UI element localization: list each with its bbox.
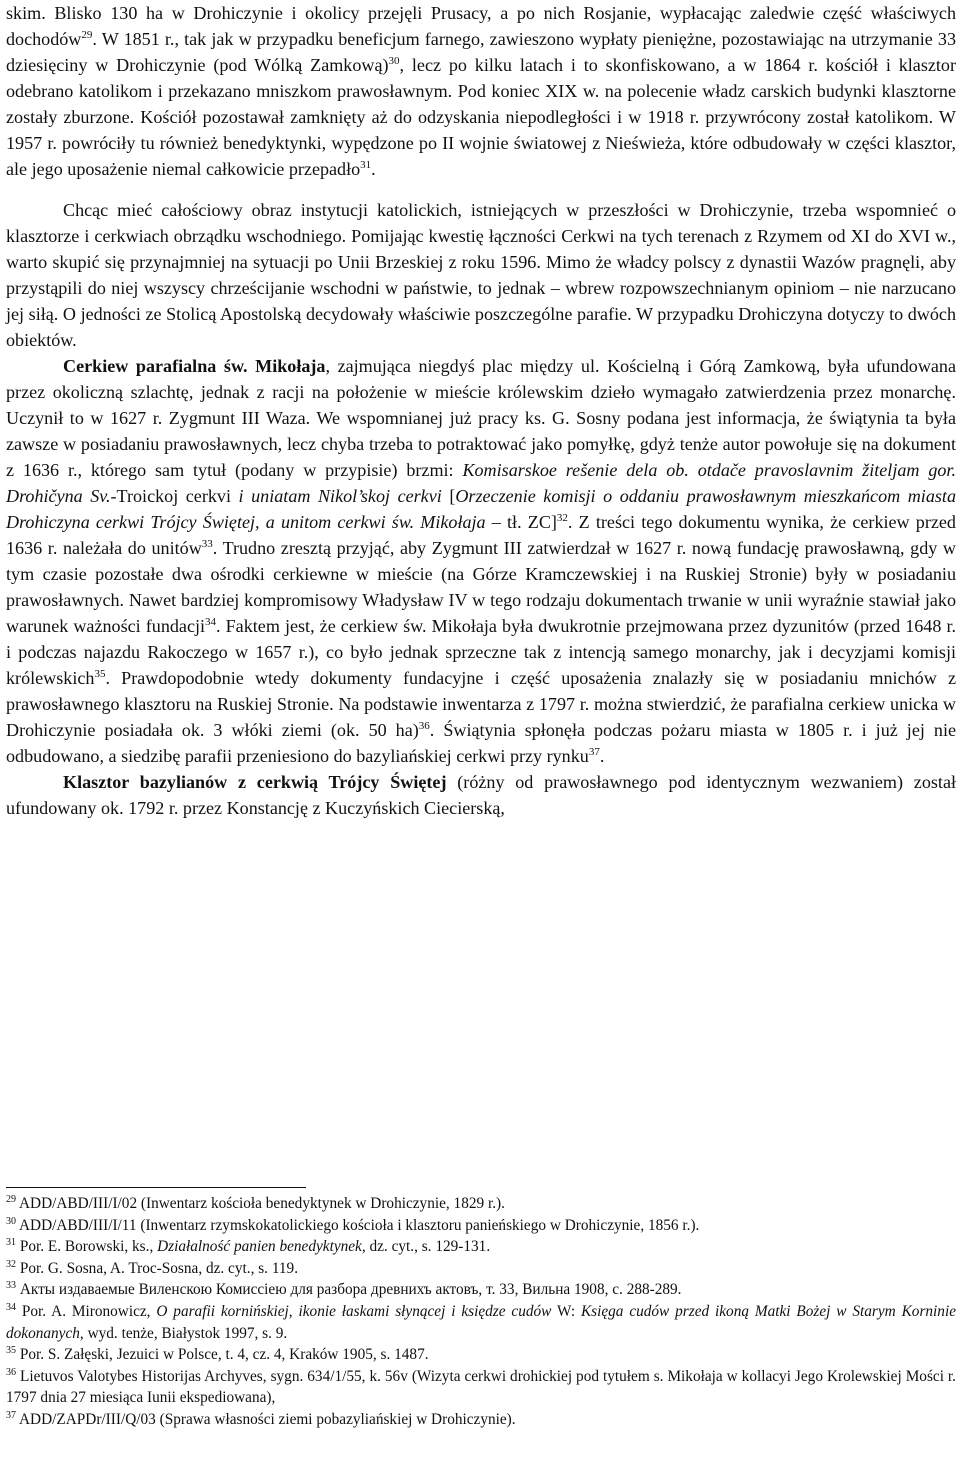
footnote [6, 1193, 956, 1215]
paragraph [6, 353, 956, 769]
footnote-reference: 36 [418, 719, 430, 732]
footnote-number: 34 [6, 1301, 16, 1313]
footnote-reference: 35 [94, 667, 106, 680]
text-run: ADD/ABD/III/I/02 (Inwentarz kościoła benedyktynek w Drohiczynie, 1829 r.). [18, 1195, 505, 1212]
footnote-reference: 29 [81, 28, 93, 41]
footnote-number: 36 [6, 1366, 16, 1378]
text-run: – tł. ZC] [485, 512, 557, 532]
text-run: ADD/ABD/III/I/11 (Inwentarz rzymskokatolickiego kościoła i klasztoru panieńskiego w Drohiczynie, 1856 r.). [18, 1216, 700, 1234]
footnote [6, 1366, 956, 1409]
text-run: Chcąc mieć całościowy obraz instytucji katolickich, istniejących w przeszłości w Drohiczynie, trzeba wspomnieć o klasztorze i cerkwiach obrządku wschodniego. Pomijając kwestię łączności Cerkwi na tych terenach z Rzymem od XI do XVI w., warto skupić się przynajmniej na sytuacji po Unii Brzeskiej z roku 1596. Mimo że władcy polscy z dynastii Wazów pragnęli, aby przystąpili do niej wszyscy chrześcijanie wschodni w państwie, to jednak – wbrew rozpowszechnianym opiniom – nie narzucano jej siłą. O jedności ze Stolicą Apostolską decydowały właściwie poszczególne parafie. W przypadku Drohiczyna dotyczy to dwóch obiektów. [6, 200, 956, 350]
text-run: Акты издаваемые Виленскою Комиссiею для разбора древнихъ актовъ, т. 33, Вильна 1908, с. 288-289. [19, 1281, 682, 1299]
text-run: . Faktem jest, że cerkiew św. Mikołaja była dwukrotnie przejmowana przez dyzunitów (przed 1648 r. i podczas najazdu Rakoczego w 1657 r.), co było jednak sprzeczne tak z intencją samego monarchy, jak i decyzjami komisji królewskich [6, 616, 956, 688]
footnote [6, 1279, 956, 1301]
italic-text: Komisarskoe rešenie dela ob. otdače pravoslavnim žiteljam gor. Drohičyna Sv. [6, 460, 956, 506]
text-run: . [599, 746, 605, 766]
text-run: -Troickoj cerkvi [110, 486, 239, 506]
text-run: , zajmująca niegdyś plac między ul. Kościelną i Górą Zamkową, była ufundowana przez okoliczną szlachtę, jednak z racji na położenie w mieście królewskim dzieło wymagało zatwierdzenia przez monarchę. Uczynił to w 1627 r. Zygmunt III Waza. We wspomnianej już pracy ks. G. Sosny podana jest informacja, że świątynia ta była zawsze w posiadaniu prawosławnych, lecz chyba trzeba to potraktować jako pomyłkę, gdyż tenże autor powołuje się na dokument z 1636 r., którego sam tytuł (podany w przypisie) brzmi: [6, 356, 957, 480]
italic-text: i uniatam Nikol’skoj cerkvi [238, 486, 442, 506]
footnotes [6, 1193, 956, 1431]
text-run: Por. S. Załęski, Jezuici w Polsce, t. 4, cz. 4, Kraków 1905, s. 1487. [19, 1346, 429, 1364]
footnote-number: 30 [6, 1215, 16, 1227]
text-run: Lietuvos Valotybes Historijas Archyves, sygn. 634/1/55, k. 56v (Wizyta cerkwi drohickiej pod tytułem s. Mikołaja w kollacyi Jego Krolewskiej Mości r. 1797 dnia 27 miesiąca Iunii ekspediowana), [6, 1367, 956, 1407]
text-run: ADD/ZAPDr/III/Q/03 (Sprawa własności ziemi pobazyliańskiej w Drohiczynie). [18, 1410, 516, 1428]
text-run: Por. E. Borowski, ks., [19, 1238, 158, 1256]
text-run: W: [551, 1302, 581, 1320]
paragraph [6, 197, 956, 353]
footnote-reference: 34 [205, 615, 217, 628]
footnote [6, 1344, 956, 1366]
text-run: [ [441, 486, 456, 506]
footnote-reference: 31 [360, 158, 372, 171]
bold-heading: Klasztor bazylianów z cerkwią Trójcy Świętej [63, 772, 447, 792]
footnote-separator [6, 1187, 306, 1188]
main-text [6, 0, 956, 821]
footnote-reference: 33 [201, 537, 213, 550]
footnote [6, 1301, 956, 1344]
footnote-reference: 37 [588, 745, 600, 758]
footnote-reference: 32 [556, 511, 568, 524]
text-run: Por. G. Sosna, A. Troc-Sosna, dz. cyt., s. 119. [19, 1259, 299, 1277]
italic-text: O parafii kornińskiej, ikonie łaskami słynącej i księdze cudów [156, 1302, 552, 1320]
text-run: . Z treści tego dokumentu wynika, że cerkiew przed 1636 r. należała do unitów [6, 512, 956, 558]
footnote [6, 1236, 956, 1258]
text-run: . Trudno zresztą przyjąć, aby Zygmunt III zatwierdzał w 1627 r. nową fundację prawosławną, gdy w tym czasie pozostałe dwa ośrodki cerkiewne w mieście (na Górze Kramczewskiej i na Ruskiej Stronie) były w posiadaniu prawosławnych. Nawet bardziej kompromisowy Władysław IV w tego rodzaju dokumentach trwanie w unii wyraźnie stawiał jako warunek ważności fundacji [6, 538, 956, 636]
text-run: Por. A. Mironowicz, [21, 1302, 157, 1320]
paragraph [6, 769, 956, 821]
footnote [6, 1409, 956, 1431]
footnote-number: 29 [6, 1193, 16, 1205]
text-run: , wyd. tenże, Białystok 1997, s. 9. [79, 1324, 288, 1342]
text-run: skim. Blisko 130 ha w Drohiczynie i okolicy przejęli Prusacy, a po nich Rosjanie, wypłacając zaledwie część właściwych dochodów [6, 3, 956, 49]
footnote-number: 35 [6, 1345, 16, 1357]
footnote [6, 1258, 956, 1280]
footnote-number: 37 [6, 1409, 16, 1421]
italic-text: Orzeczenie komisji o oddaniu prawosławnym mieszkańcom miasta Drohiczyna cerkwi Trójcy Świętej, a unitom cerkwi św. Mikołaja [6, 486, 956, 532]
italic-text: Działalność panien benedyktynek, [157, 1238, 366, 1256]
footnote [6, 1215, 956, 1237]
text-run: . W 1851 r., tak jak w przypadku beneficjum farnego, zawieszono wypłaty pieniężne, pozostawiając na utrzymanie 33 dziesięciny w Drohiczynie (pod Wólką Zamkową) [6, 29, 956, 75]
footnote-number: 32 [6, 1258, 16, 1270]
text-run: (różny od prawosławnego pod identycznym wezwaniem) został ufundowany ok. 1792 r. przez Konstancję z Kuczyńskich Ciecierską, [6, 772, 956, 818]
text-run: . [371, 159, 376, 179]
paragraph [6, 0, 956, 182]
text-run: dz. cyt., s. 129-131. [365, 1238, 491, 1256]
text-run: . Prawdopodobnie wtedy dokumenty fundacyjne i część uposażenia znalazły się w posiadaniu mnichów z prawosławnego klasztoru na Ruskiej Stronie. Na podstawie inwentarza z 1797 r. można stwierdzić, że parafialna cerkiew unicka w Drohiczynie posiadała ok. 3 włóki ziemi (ok. 50 ha) [6, 668, 956, 740]
text-run: , lecz po kilku latach i to skonfiskowano, a w 1864 r. kościół i klasztor odebrano katolikom i przekazano mniszkom prawosławnym. Pod koniec XIX w. na polecenie władz carskich budynki klasztorne zostały zburzone. Kościół pozostawał zamknięty aż do odzyskania niepodległości i w 1918 r. przywrócony został katolikom. W 1957 r. powróciły tu również benedyktynki, wypędzone po II wojnie światowej z Nieświeża, które odbudowały w części klasztor, ale jego uposażenie niemal całkowicie przepadło [6, 55, 956, 179]
bold-heading: Cerkiew parafialna św. Mikołaja [63, 356, 326, 376]
text-run: . Świątynia spłonęła podczas pożaru miasta w 1805 r. i już jej nie odbudowano, a siedzibę parafii przeniesiono do bazyliańskiej cerkwi przy rynku [6, 720, 956, 766]
footnote-reference: 30 [388, 54, 400, 67]
italic-text: Księga cudów przed ikoną Matki Bożej w Starym Korninie dokonanych [6, 1302, 956, 1342]
footnote-number: 31 [6, 1237, 16, 1249]
footnote-number: 33 [6, 1280, 16, 1292]
